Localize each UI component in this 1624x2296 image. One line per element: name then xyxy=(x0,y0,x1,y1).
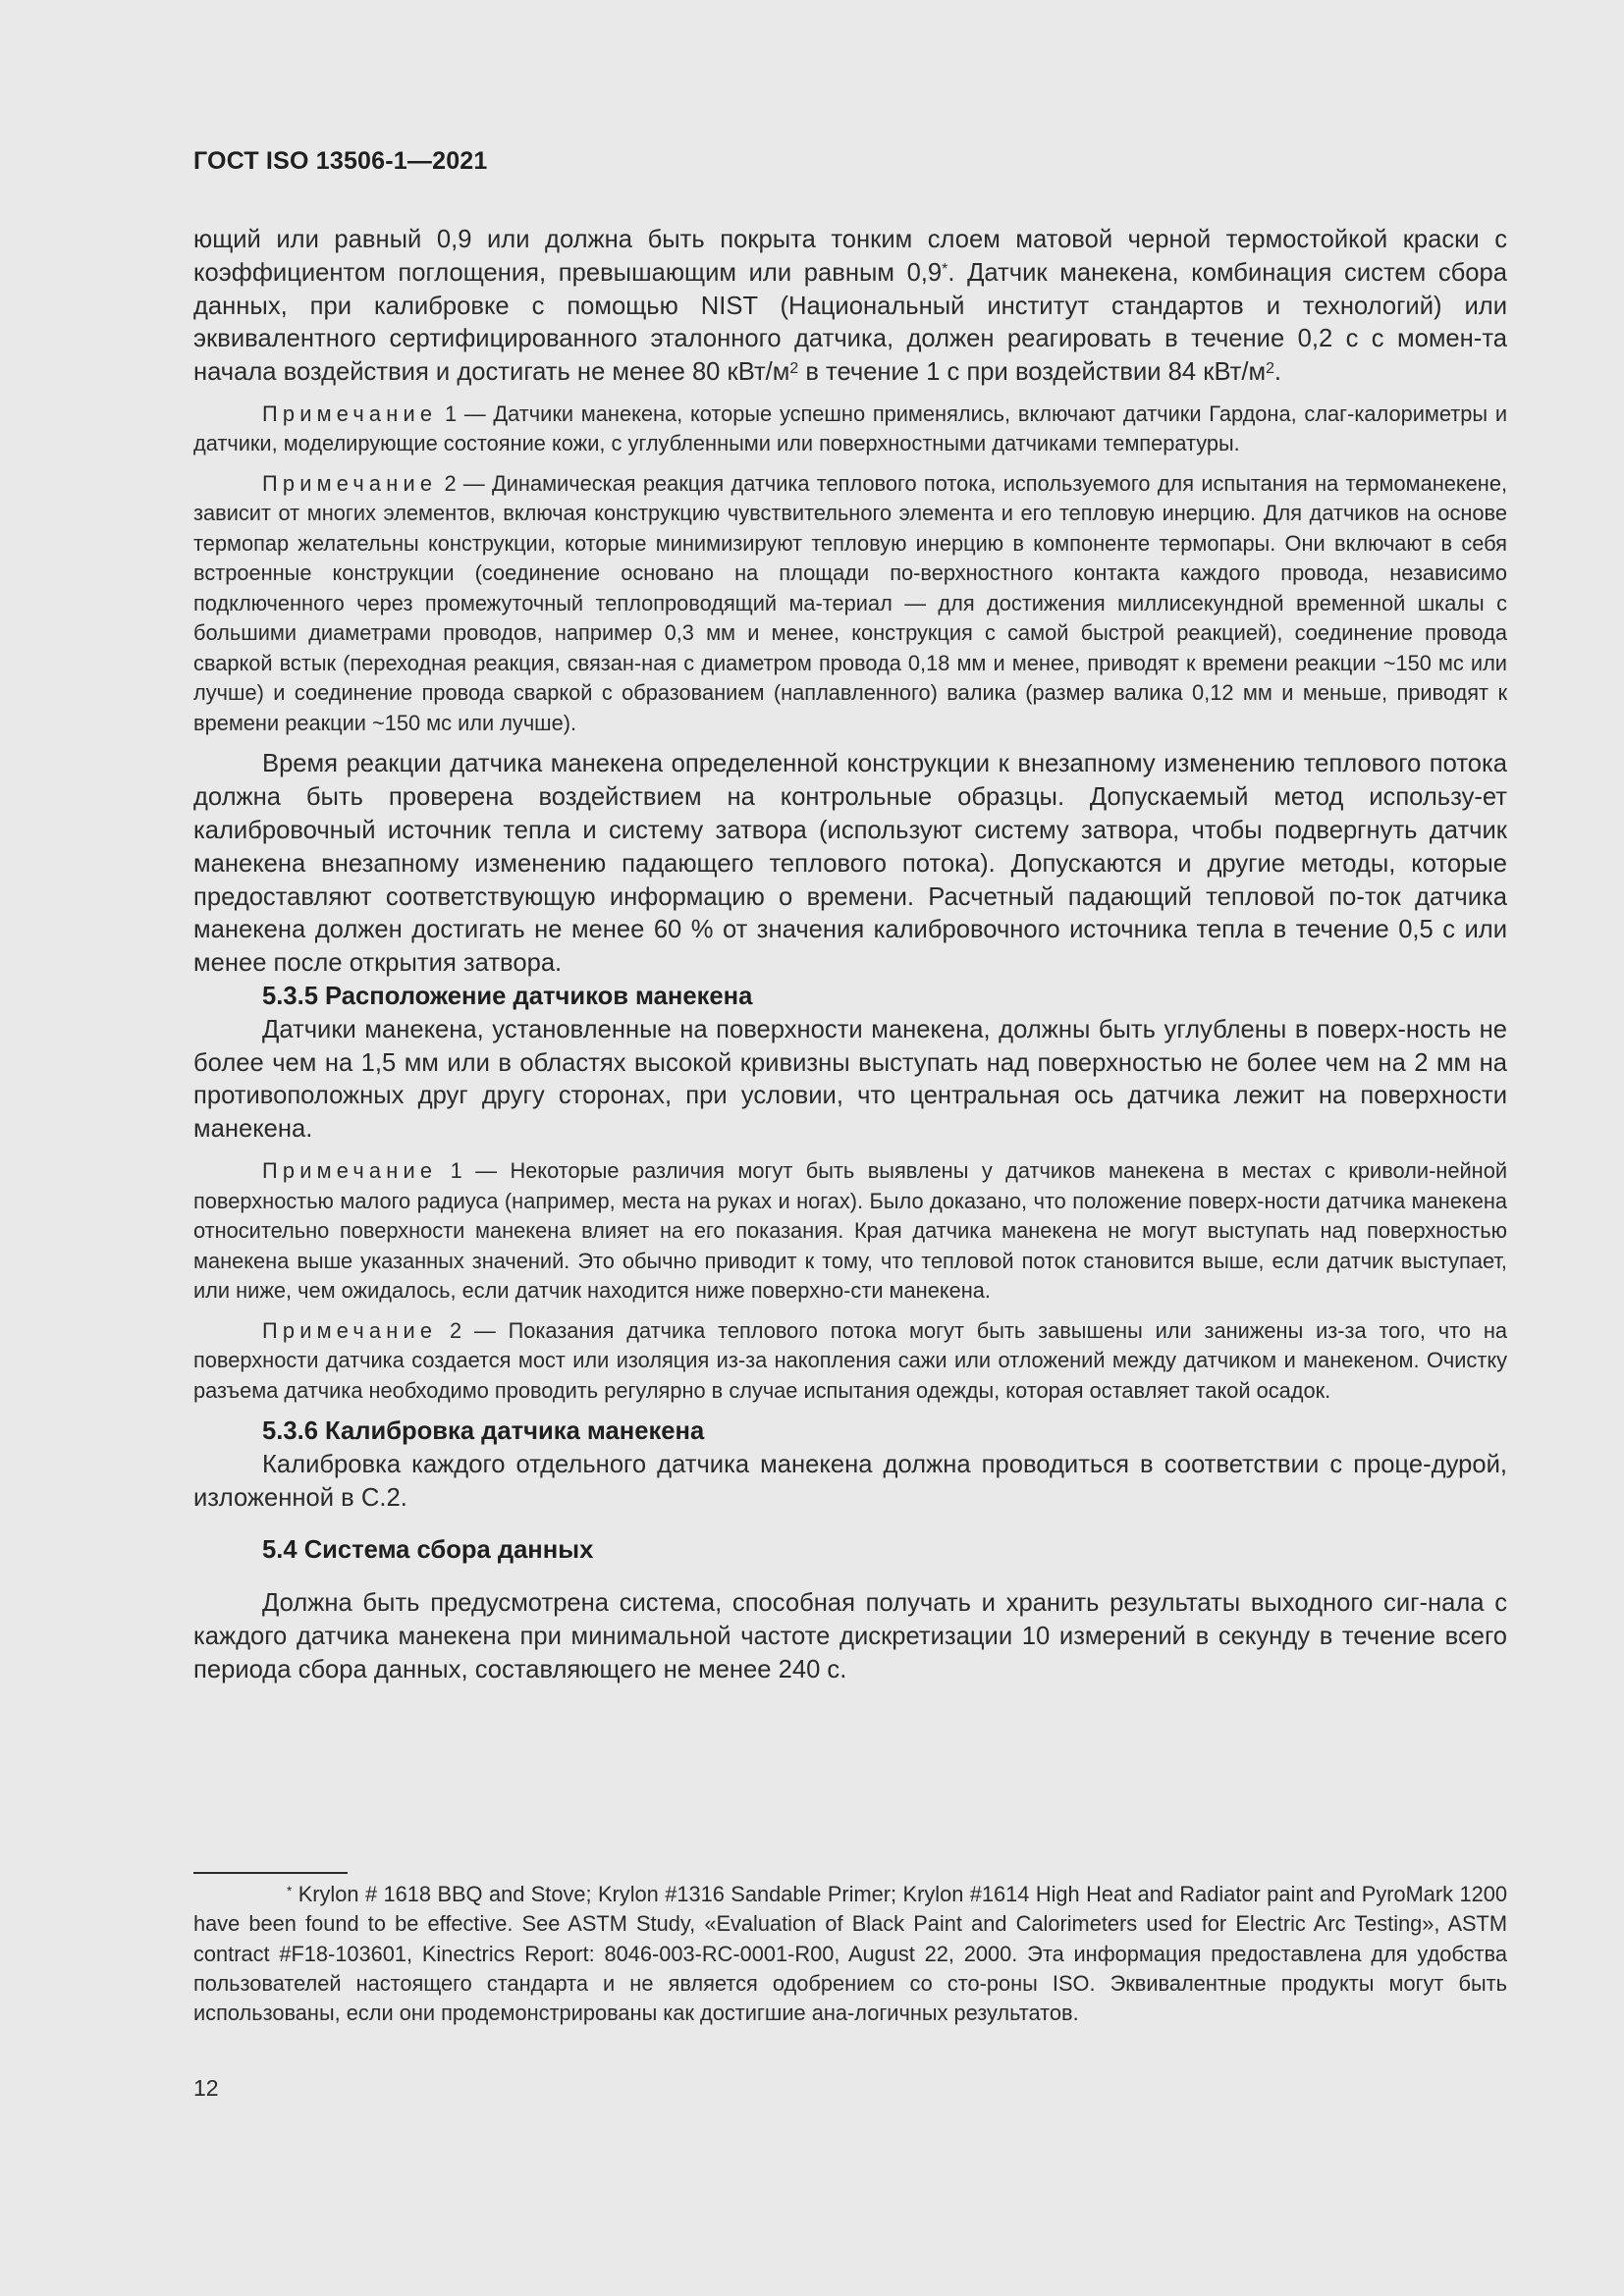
section-heading-5-3-5: 5.3.5 Расположение датчиков манекена xyxy=(262,983,753,1011)
note-label: Примечание xyxy=(262,1317,438,1343)
note-4: Примечание 2 — Показания датчика теплового потока могут быть завышены или занижены из-за того, что на поверхности датчика создается мост или изоляция из-за накопления сажи или отложений между датчиком и манекеном. Очистку разъема датчика необходимо проводить регулярно в случае испытания одежды, которая оставляет такой осадок. xyxy=(193,1317,1507,1403)
paragraph-sensor-coating: ющий или равный 0,9 или должна быть покрыта тонким слоем матовой черной термостойкой краски с коэффициентом поглощения, превышающим или равным 0,9*. Датчик манекена, комбинация систем сбора данных, при калибровке с помощью NIST (Национальный институт стандартов и технологий) или эквивалентного сертифицированного эталонного датчика, должен реагировать в течение 0,2 с с момен-та начала воздействия и достигать не менее 80 кВт/$м^2$ в течение 1 с при воздействии 84 кВт/$м^2$. xyxy=(193,226,1507,387)
paragraph-calibration: Калибровка каждого отдельного датчика манекена должна проводиться в соответствии с проце-дурой, изложенной в С.2. xyxy=(193,1450,1507,1512)
note-label: Примечание xyxy=(262,400,438,426)
document-body xyxy=(193,224,1507,1687)
page-number: 12 xyxy=(193,2075,219,2101)
footnote-text: * Krylon # 1618 BBQ and Stove; Krylon #1316 Sandable Primer; Krylon #1614 High Heat and Radiator paint and PyroMark 1200 have been found to be effective. See ASTM Study, «Evaluation of Black Paint and Calorimeters used for Electric Arc Testing», ASTM contract #F18-103601, Kinectrics Report: 8046-003-RC-0001-R00, August 22, 2000. Эта информация предоставлена для удобства пользователей настоящего стандарта и не является одобрением со сто-роны ISO. Эквивалентные продукты могут быть использованы, если они продемонстрированы как достигшие ана-логичных результатов. xyxy=(193,1882,1507,2026)
footnote-marker: * xyxy=(287,1883,293,1898)
note-1: Примечание 1 — Датчики манекена, которые успешно применялись, включают датчики Гардона, слаг-калориметры и датчики, моделирующие состояние кожи, с углубленными или поверхностными датчиками температуры. xyxy=(193,400,1507,456)
note-2: Примечание 2 — Динамическая реакция датчика теплового потока, используемого для испытания на термоманекене, зависит от многих элементов, включая конструкцию чувствительного элемента и его тепловую инерцию. Для датчиков на основе термопар желательны конструкции, которые минимизируют тепловую инерцию в компоненте термопары. Они включают в себя встроенные конструкции (соединение основано на площади по-верхностного контакта каждого провода, независимо подключенного через промежуточный теплопроводящий ма-териал — для достижения миллисекундной временной шкалы с большими диаметрами проводов, например 0,3 мм и менее, конструкция с самой быстрой реакцией), соединение провода сваркой встык (переходная реакция, связан-ная с диаметром провода 0,18 мм и менее, приводят к времени реакции ~150 мс или лучше) и соединение провода сваркой с образованием (наплавленного) валика (размер валика 0,12 мм и меньше, приводят к времени реакции ~150 мс или лучше). xyxy=(193,470,1507,735)
footnote-rule xyxy=(193,1872,348,1874)
note-label: Примечание xyxy=(262,470,438,496)
paragraph-data-acquisition: Должна быть предусмотрена система, способная получать и хранить результаты выходного сиг-нала с каждого датчика манекена при минимальной частоте дискретизации 10 измерений в секунду в течение всего периода сбора данных, составляющего не менее 240 с. xyxy=(193,1589,1507,1683)
section-heading-5-4: 5.4 Система сбора данных xyxy=(262,1536,594,1565)
note-3: Примечание 1 — Некоторые различия могут быть выявлены у датчиков манекена в местах с криволи-нейной поверхностью малого радиуса (например, места на руках и ногах). Было доказано, что положение поверх-ности датчика манекена относительно поверхности манекена влияет на его показания. Края датчика манекена не могут выступать над поверхностью манекена выше указанных значений. Это обычно приводит к тому, что тепловой поток становится выше, если датчик выступает, или ниже, чем ожидалось, если датчик находится ниже поверхно-сти манекена. xyxy=(193,1158,1507,1304)
footnote xyxy=(193,1872,1507,2028)
document-header: ГОСТ ISO 13506-1—2021 xyxy=(193,147,488,175)
paragraph-sensor-placement: Датчики манекена, установленные на поверхности манекена, должны быть углублены в поверх-ность не более чем на 1,5 мм или в областях высокой кривизны выступать над поверхностью не более чем на 2 мм на противоположных друг другу сторонах, при условии, что центральная ось датчика лежит на поверхности манекена. xyxy=(193,1015,1507,1144)
note-label: Примечание xyxy=(262,1158,438,1184)
paragraph-response-time: Время реакции датчика манекена определенной конструкции к внезапному изменению теплового потока должна быть проверена воздействием на контрольные образцы. Допускаемый метод использу-ет калибровочный источник тепла и систему затвора (используют систему затвора, чтобы подвергнуть датчик манекена внезапному изменению падающего теплового потока). Допускаются и другие методы, которые предоставляют соответствующую информацию о времени. Расчетный падающий тепловой по-ток датчика манекена должен достигать не менее 60 % от значения калибровочного источника тепла в течение 0,5 с или менее после открытия затвора. xyxy=(193,750,1507,978)
footnote-ref: * xyxy=(942,260,948,278)
section-heading-5-3-6: 5.3.6 Калибровка датчика манекена xyxy=(262,1417,705,1446)
